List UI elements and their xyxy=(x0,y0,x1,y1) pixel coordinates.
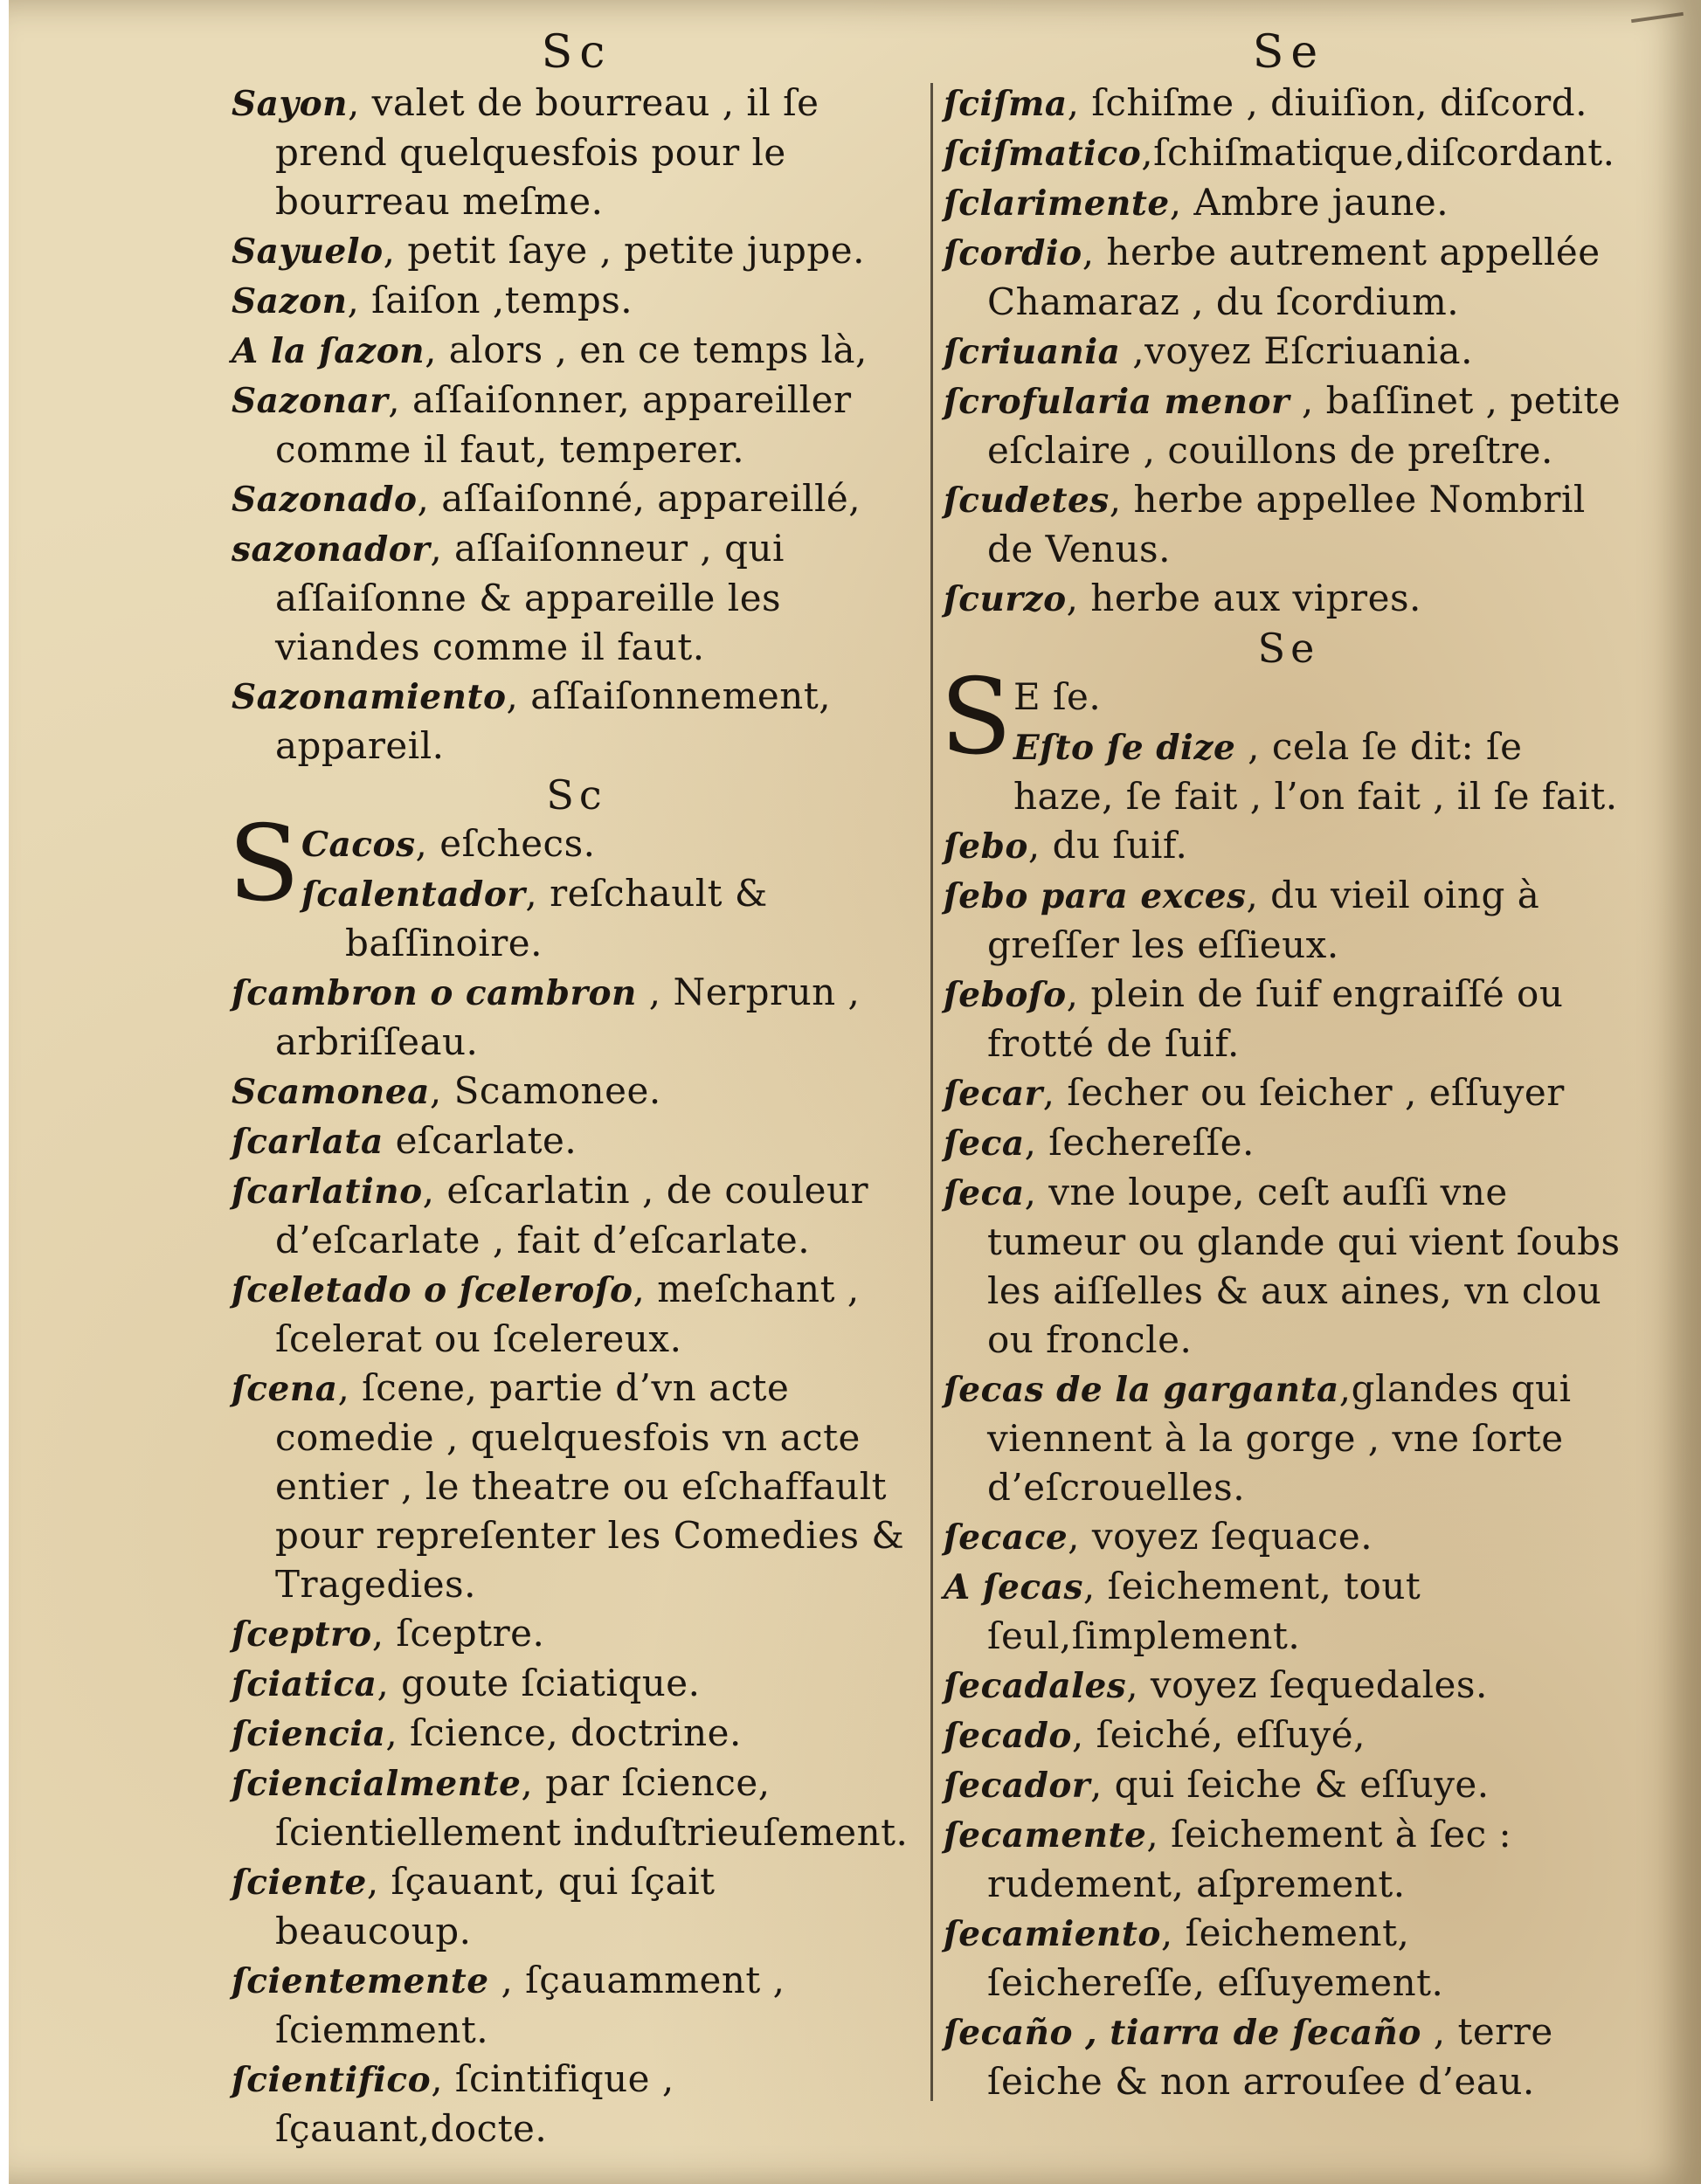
dictionary-entry xyxy=(232,326,922,376)
dictionary-entry xyxy=(944,1168,1634,1365)
headword: ſcambron o cambron xyxy=(232,973,637,1013)
definition: , du ſuif. xyxy=(1027,824,1188,867)
dictionary-entry xyxy=(232,1857,922,1956)
dictionary-entry xyxy=(944,1661,1634,1711)
section-header: Sc xyxy=(546,771,607,819)
headword: ſcientifico xyxy=(232,2060,432,2100)
left-column-header: Sc xyxy=(541,26,612,79)
dictionary-entry xyxy=(944,377,1634,475)
headword: ſcurzo xyxy=(944,579,1067,619)
headword: ſecaño , tiarra de ſecaño xyxy=(944,2013,1421,2053)
dictionary-entry xyxy=(232,524,922,672)
headword: Sazon xyxy=(232,281,348,321)
definition: , ſecher ou ſeicher , eſſuyer xyxy=(1042,1071,1565,1114)
definition: , aſſaiſonnement, appareil. xyxy=(275,674,832,767)
definition: , plein de ſuif engraiſſé ou frotté de ſuif. xyxy=(987,972,1564,1065)
headword: ſecar xyxy=(944,1074,1043,1114)
dictionary-entry xyxy=(232,1759,922,1857)
definition: , qui ſeiche & eſſuye. xyxy=(1089,1763,1490,1806)
definition: , goute ſciatique. xyxy=(377,1662,701,1704)
headword: ſclarimente xyxy=(944,183,1170,224)
definition: , aſſaiſonné, appareillé, xyxy=(417,477,861,520)
dictionary-entry xyxy=(232,376,922,474)
column-divider xyxy=(930,83,933,2101)
dictionary-entry xyxy=(232,1609,922,1659)
dictionary-entry xyxy=(232,2055,922,2153)
definition: , herbe appellee Nombril de Venus. xyxy=(987,478,1586,570)
definition: , ſeichement à ſec : rudement, aſprement. xyxy=(987,1813,1512,1905)
definition: ,ſchiſmatique,diſcordant. xyxy=(1141,131,1615,174)
definition: , terre ſeiche & non arrouſee d’eau. xyxy=(987,2010,1553,2103)
headword: sazonador xyxy=(232,529,431,570)
definition: , herbe autrement appellée Chamaraz , du ſcordium. xyxy=(987,231,1601,323)
definition: , ſceptre. xyxy=(371,1612,545,1655)
definition: , aſſaiſonner, appareiller comme il faut, temperer. xyxy=(275,378,852,471)
dictionary-entry xyxy=(944,1118,1634,1168)
right-column-header: Se xyxy=(1252,26,1325,79)
dictionary-entry xyxy=(232,1956,922,2055)
right-entries-b xyxy=(944,821,1634,2106)
drop-cap: S xyxy=(228,804,301,925)
dictionary-entry xyxy=(232,79,922,226)
definition: ,voyez Eſcriuania. xyxy=(1120,329,1473,372)
left-entries-a xyxy=(232,79,922,771)
left-entries-b xyxy=(232,869,922,2153)
definition: , ſaiſon ,temps. xyxy=(347,279,633,321)
definition: , eſchecs. xyxy=(415,822,596,865)
definition: , ſechereſſe. xyxy=(1024,1121,1255,1164)
headword: Cacos xyxy=(301,825,416,865)
dictionary-entry xyxy=(944,1909,1634,2008)
definition: , meſchant , ſcelerat ou ſcelereux. xyxy=(275,1268,860,1360)
dictionary-entry xyxy=(944,574,1634,624)
headword: ſecas de la garganta xyxy=(944,1370,1339,1410)
dictionary-entry xyxy=(944,1068,1634,1118)
headword: ſcalentador xyxy=(301,874,526,915)
headword: ſciſmatico xyxy=(944,134,1142,174)
headword: ſciente xyxy=(232,1863,367,1903)
headword: Sazonamiento xyxy=(232,677,507,717)
dictionary-entry xyxy=(944,228,1634,327)
definition: , baſſinet , petite eſclaire , couillons de preſtre. xyxy=(987,379,1621,472)
definition: , eſcarlatin , de couleur d’eſcarlate , fait d’eſcarlate. xyxy=(275,1169,869,1261)
dictionary-entry xyxy=(944,79,1634,128)
headword: ſceptro xyxy=(232,1614,372,1655)
headword: ſecace xyxy=(944,1517,1068,1558)
headword: ſeca xyxy=(944,1123,1025,1164)
definition: ,glandes qui viennent à la gorge , vne ſorte d’eſcrouelles. xyxy=(987,1367,1572,1509)
headword: ſciencialmente xyxy=(232,1764,522,1804)
headword: A ſecas xyxy=(944,1567,1083,1607)
dictionary-entry xyxy=(232,474,922,524)
headword: ſecado xyxy=(944,1716,1072,1756)
dictionary-entry xyxy=(232,968,922,1067)
headword: ſeca xyxy=(944,1173,1025,1213)
headword: Sazonado xyxy=(232,480,418,520)
dictionary-entry xyxy=(944,970,1634,1068)
definition: , ſeichement, tout ſeul,ſimplement. xyxy=(987,1565,1421,1657)
definition: , valet de bourreau , il ſe prend quelquesfois pour le bourreau meſme. xyxy=(275,81,819,223)
headword: ſcientemente xyxy=(232,1961,489,2001)
dictionary-entry xyxy=(232,1116,922,1166)
headword: ſebo xyxy=(944,826,1028,867)
headword: ſciatica xyxy=(232,1664,377,1704)
definition: , ſcene, partie d’vn acte comedie , quelquesfois vn acte entier , le theatre ou eſchaffault pour repreſenter les Comedies & Tragedies. xyxy=(275,1366,905,1606)
headword: ſecamente xyxy=(944,1815,1147,1856)
dictionary-entry xyxy=(944,871,1634,970)
headword: ſcarlatino xyxy=(232,1171,423,1212)
corner-mark xyxy=(1631,12,1684,23)
headword: ſeboſo xyxy=(944,975,1067,1015)
dictionary-entry xyxy=(944,327,1634,377)
dictionary-entry xyxy=(232,672,922,771)
definition: , reſchault & baſſinoire. xyxy=(345,872,768,964)
definition: , ſchiſme , diuiſion, diſcord. xyxy=(1067,81,1587,124)
dictionary-entry xyxy=(944,178,1634,228)
headword: ſcarlata xyxy=(232,1122,384,1162)
headword: ſceletado o ſceleroſo xyxy=(232,1270,633,1310)
headword: A la ſazon xyxy=(232,331,425,371)
dictionary-entry xyxy=(944,1562,1634,1661)
headword: ſciencia xyxy=(232,1714,386,1754)
dictionary-entry xyxy=(232,1265,922,1364)
dictionary-entry xyxy=(944,1711,1634,1760)
dictionary-entry xyxy=(944,722,1634,821)
definition: , petit ſaye , petite juppe. xyxy=(383,229,865,272)
definition: , ſeichement, ſeichereſſe, eſſuyement. xyxy=(987,1911,1444,2004)
right-column xyxy=(940,26,1634,2106)
dictionary-entry xyxy=(944,821,1634,871)
headword: Scamonea xyxy=(232,1072,430,1112)
definition: , ſcience, doctrine. xyxy=(385,1711,742,1754)
dictionary-entry xyxy=(944,128,1634,178)
dictionary-entry xyxy=(232,1709,922,1759)
definition: , par ſcience, ſcientiellement induſtrieuſement. xyxy=(275,1761,909,1854)
definition: , Nerprun , arbriſſeau. xyxy=(275,971,861,1063)
headword: ſecador xyxy=(944,1766,1090,1806)
headword: ſecadales xyxy=(944,1666,1127,1706)
definition: , voyez ſequedales. xyxy=(1126,1663,1488,1706)
section-header: Se xyxy=(1257,625,1320,672)
definition: , ſçauant, qui ſçait beaucoup. xyxy=(275,1860,716,1952)
definition: , Scamonee. xyxy=(429,1069,661,1112)
book-page xyxy=(9,0,1701,2184)
headword: ſcudetes xyxy=(944,480,1110,521)
dictionary-entry xyxy=(232,1166,922,1265)
definition: , vne loupe, ceſt auſſi vne tumeur ou glande qui vient ſoubs les aiſſelles & aux aines, vn clou ou froncle. xyxy=(987,1171,1621,1361)
left-column xyxy=(228,26,922,2153)
dictionary-entry xyxy=(944,1512,1634,1562)
dictionary-entry xyxy=(232,869,922,968)
definition: eſcarlate. xyxy=(383,1119,577,1162)
dictionary-entry xyxy=(232,276,922,326)
headword: ſcordio xyxy=(944,233,1082,273)
dictionary-entry xyxy=(232,1364,922,1609)
dictionary-entry xyxy=(232,1067,922,1116)
definition: , alors , en ce temps là, xyxy=(425,328,868,371)
drop-cap: S xyxy=(940,657,1013,778)
definition: , cela ſe dit: ſe haze, ſe fait , l’on fait , il ſe fait. xyxy=(1013,725,1618,818)
headword: ſecamiento xyxy=(944,1914,1161,1954)
dictionary-entry xyxy=(232,1659,922,1709)
definition: , voyez ſequace. xyxy=(1068,1515,1373,1558)
dictionary-entry xyxy=(944,1760,1634,1810)
definition: , Ambre jaune. xyxy=(1169,181,1449,224)
dictionary-entry xyxy=(944,1365,1634,1512)
headword: Sayon xyxy=(232,84,348,124)
headword: Sazonar xyxy=(232,381,389,421)
headword: ſcena xyxy=(232,1369,338,1409)
headword: Eſto ſe dize xyxy=(1013,728,1236,768)
definition: , herbe aux vipres. xyxy=(1066,577,1421,619)
definition: , aſſaiſonneur , qui aſſaiſonne & appareille les viandes comme il faut. xyxy=(275,527,785,668)
right-entries-a xyxy=(944,79,1634,624)
definition: , ſeiché, eſſuyé, xyxy=(1071,1713,1366,1756)
headword: Sayuelo xyxy=(232,232,384,272)
definition: , ſçauamment , ſciemment. xyxy=(275,1959,785,2051)
definition: E ſe. xyxy=(1013,675,1102,718)
dictionary-entry xyxy=(944,1810,1634,1909)
definition: , du vieil oing à greſſer les eſſieux. xyxy=(987,874,1540,966)
headword: ſebo para exces xyxy=(944,876,1247,916)
headword: ſcriuania xyxy=(944,332,1121,372)
definition: , ſcintifique , ſçauant,docte. xyxy=(275,2057,674,2150)
headword: ſciſma xyxy=(944,84,1068,124)
dictionary-entry xyxy=(944,475,1634,574)
dictionary-entry xyxy=(232,226,922,276)
headword: ſcrofularia menor xyxy=(944,382,1290,422)
dictionary-entry xyxy=(944,2008,1634,2106)
